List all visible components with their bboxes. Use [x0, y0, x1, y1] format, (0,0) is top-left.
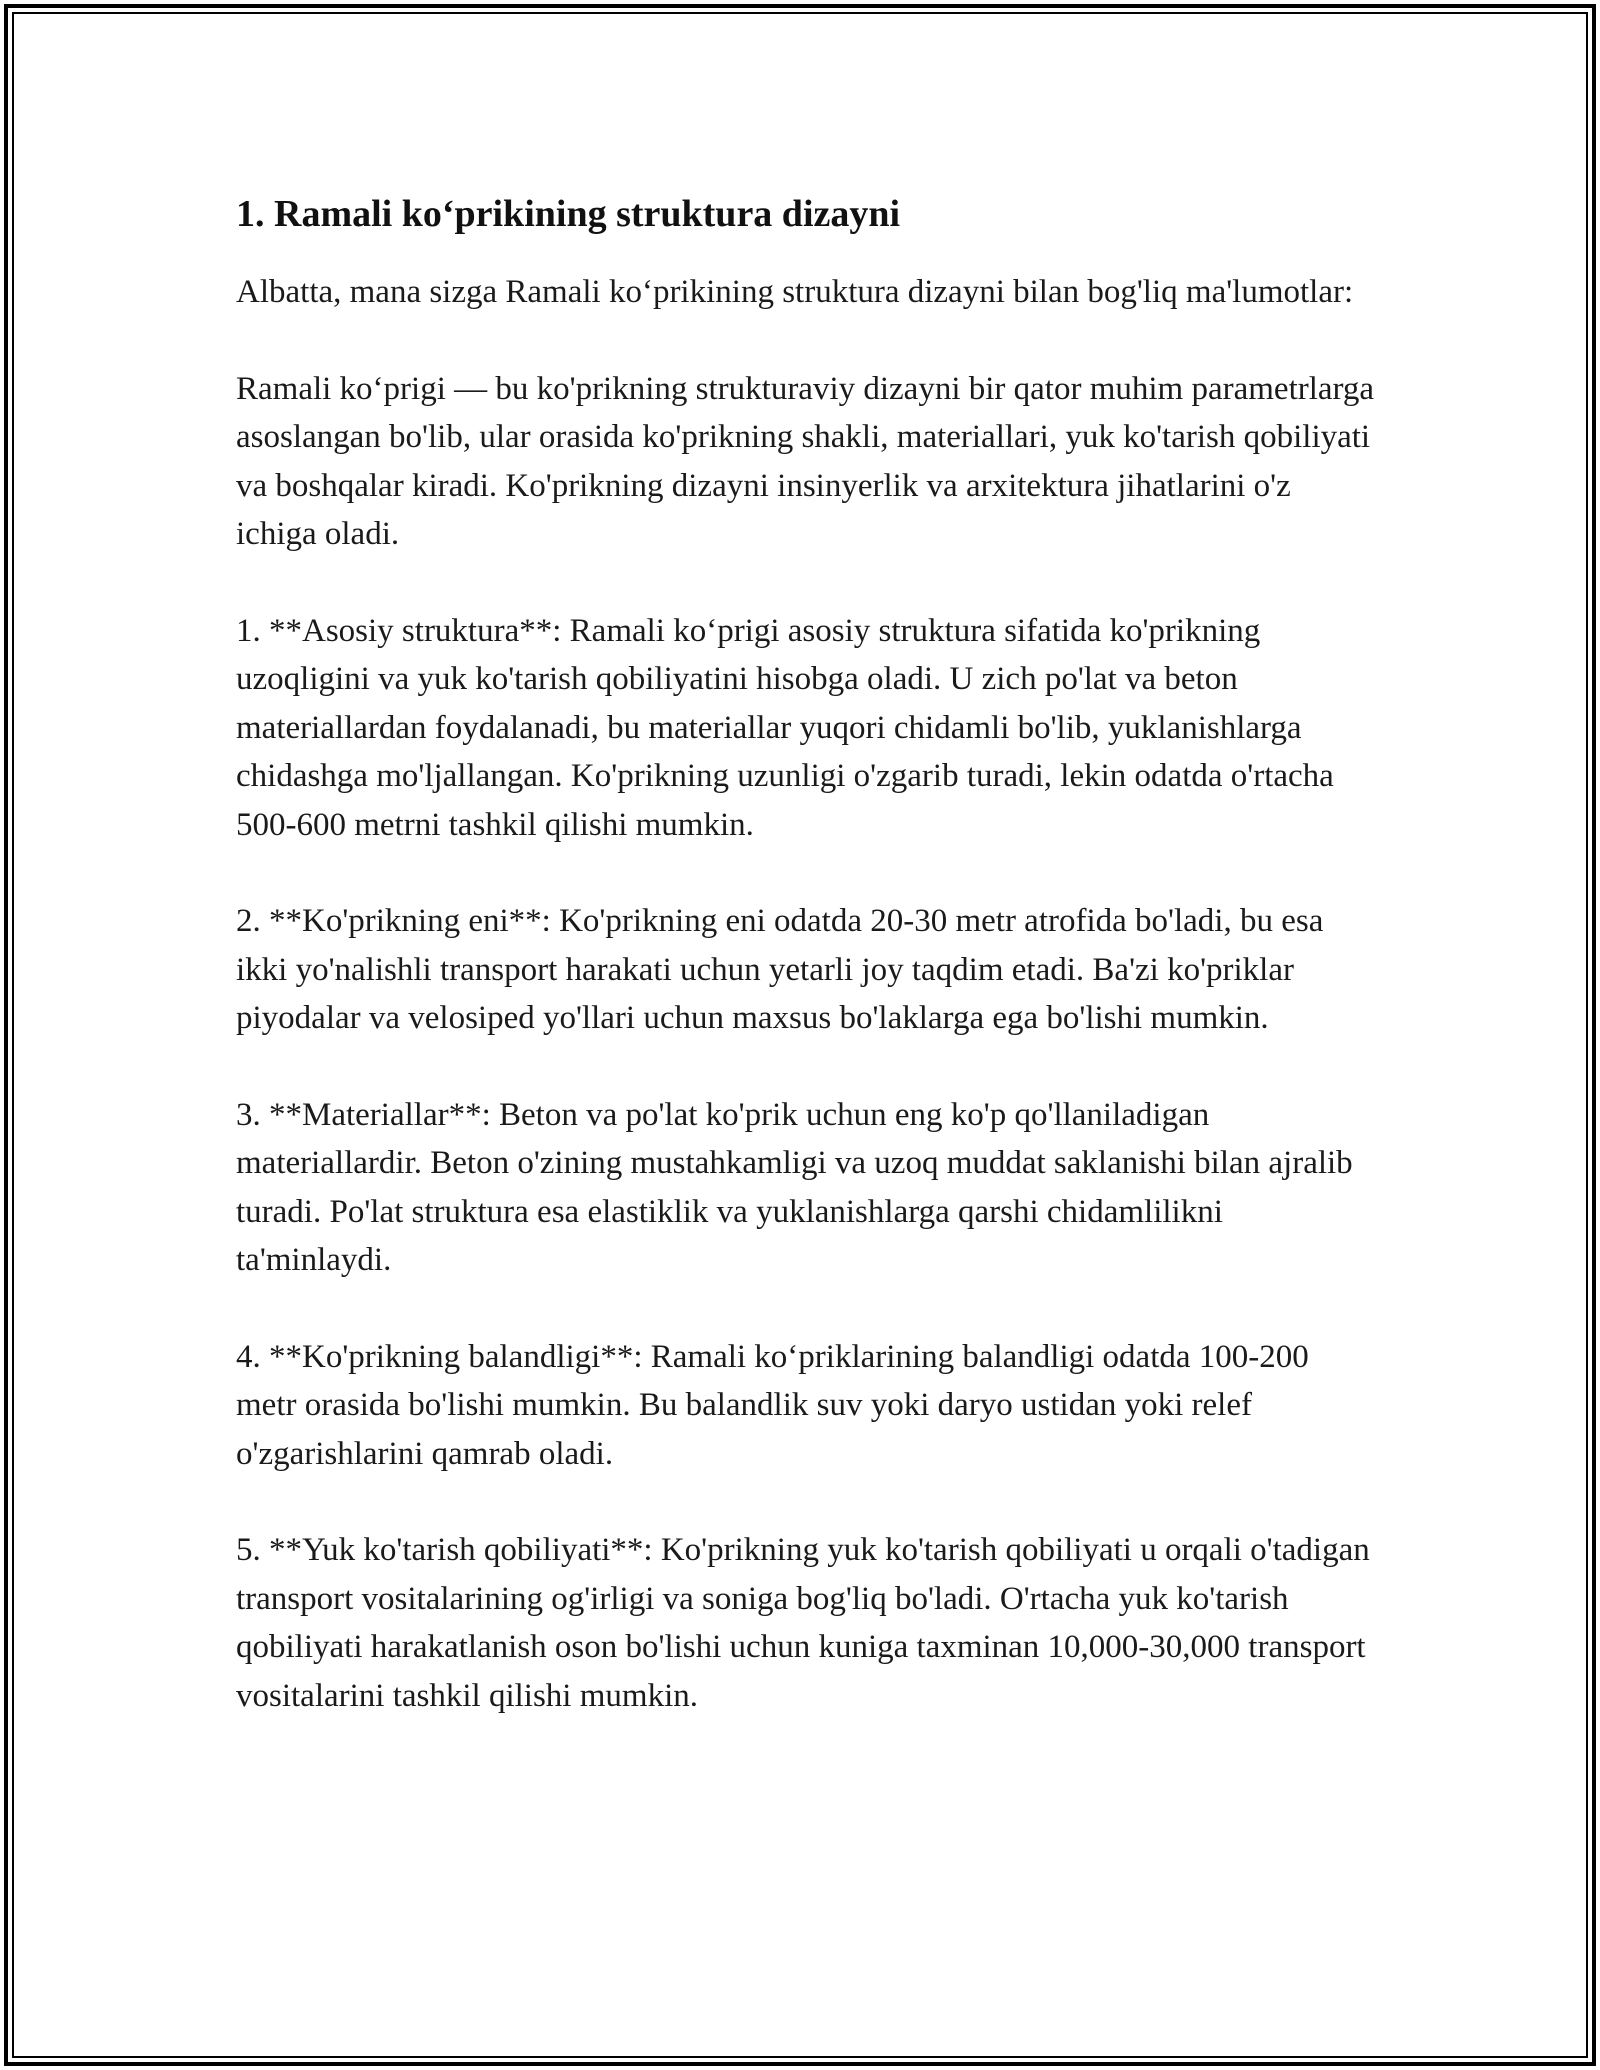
list-item-asosiy-struktura: 1. **Asosiy struktura**: Ramali ko‘prigi asosiy struktura sifatida ko'prikning uzoqligini va yuk ko'tarish qobiliyatini hisobga oladi. U zich po'lat va beton materiallardan foydalanadi, bu materiallar yuqori chidamli bo'lib, yuklanishlarga chidashga mo'ljallangan. Ko'prikning uzunligi o'zgarib turadi, lekin odatda o'rtacha 500-600 metrni tashkil qilishi mumkin. [236, 612, 1343, 843]
list-item-koprikning-eni: 2. **Ko'prikning eni**: Ko'prikning eni odatda 20-30 metr atrofida bo'ladi, bu esa ikki yo'nalishli transport harakati uchun yetarli joy taqdim etadi. Ba'zi ko'priklar piyodalar va velosiped yo'llari uchun maxsus bo'laklarga ega bo'lishi mumkin. [236, 903, 1332, 1036]
list-item-materiallar: 3. **Materiallar**: Beton va po'lat ko'prik uchun eng ko'p qo'llaniladigan materiallardir. Beton o'zining mustahkamligi va uzoq muddat saklanishi bilan ajralib turadi. Po'lat struktura esa elastiklik va yuklanishlarga qarshi chidamlilikni ta'minlaydi. [236, 1096, 1361, 1278]
list-item-yuk-kotarish-qobiliyati: 5. **Yuk ko'tarish qobiliyati**: Ko'prikning yuk ko'tarish qobiliyati u orqali o'tadigan transport vositalarining og'irligi va soniga bog'liq bo'ladi. O'rtacha yuk ko'tarish qobiliyati harakatlanish oson bo'lishi uchun kuniga taxminan 10,000-30,000 transport vositalarini tashkil qilishi mumkin. [236, 1532, 1378, 1714]
document-body [236, 188, 1383, 1768]
intro-paragraph: Albatta, mana sizga Ramali ko‘prikining struktura dizayni bilan bog'liq ma'lumotlar: [236, 274, 1354, 310]
list-item-koprikning-balandligi: 4. **Ko'prikning balandligi**: Ramali ko‘priklarining balandligi odatda 100-200 metr orasida bo'lishi mumkin. Bu balandlik suv yoki daryo ustidan yoki relef o'zgarishlarini qamrab oladi. [236, 1338, 1318, 1472]
document-title: 1. Ramali ko‘prikining struktura dizayni [236, 193, 901, 235]
overview-paragraph: Ramali ko‘prigi — bu ko'prikning strukturaviy dizayni bir qator muhim parametrlarga asoslangan bo'lib, ular orasida ko'prikning shakli, materiallari, yuk ko'tarish qobiliyati va boshqalar kiradi. Ko'prikning dizayni insinyerlik va arxitektura jihatlarini o'z ichiga oladi. [236, 370, 1383, 552]
